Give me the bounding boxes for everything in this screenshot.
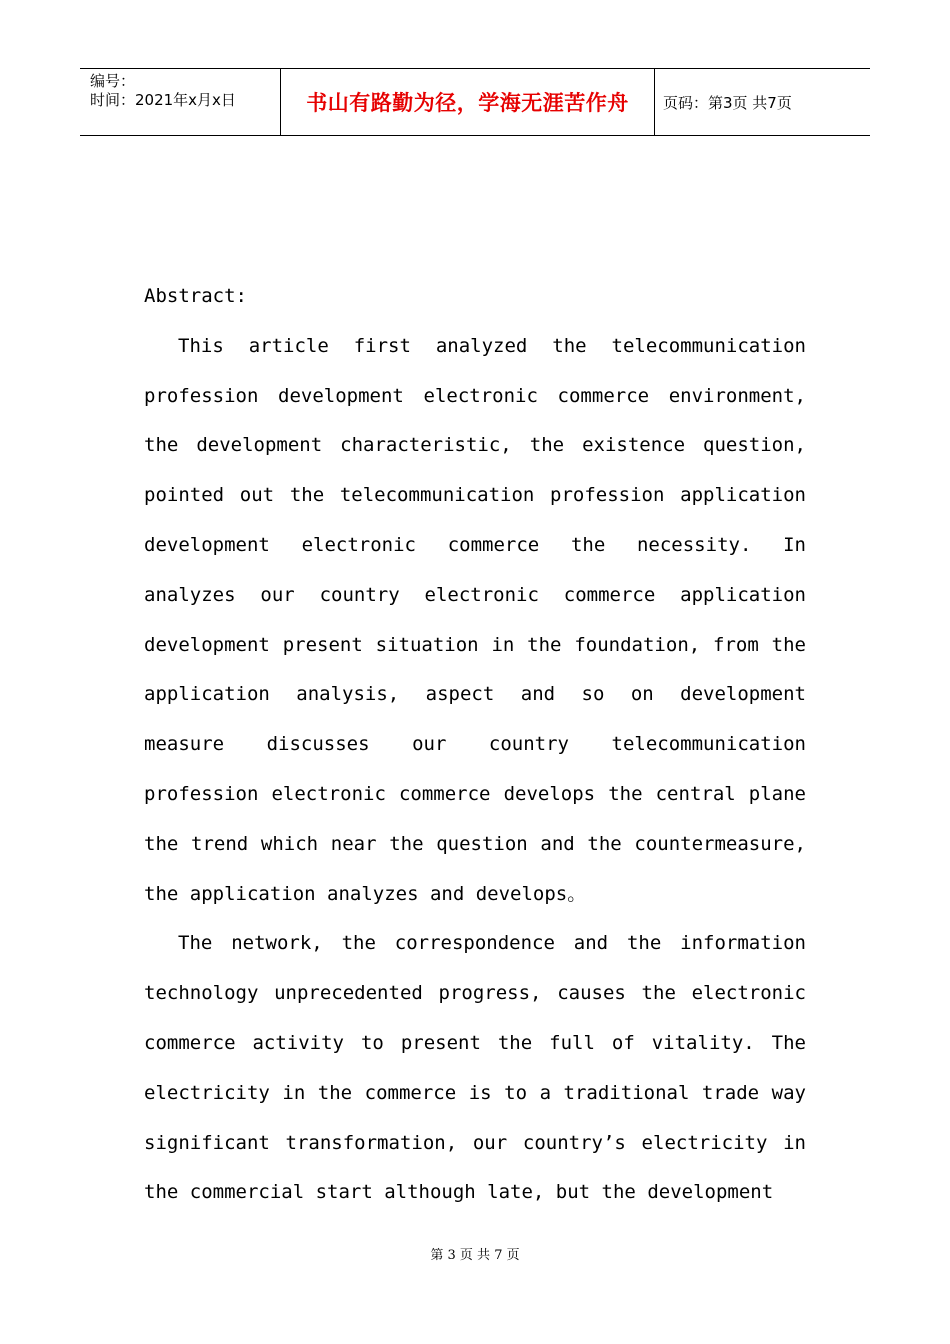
document-body [144,272,806,1218]
abstract-paragraph-2: The network, the correspondence and the information technology unprecedented progress, causes the electronic commerce activity to present the full of vitality. The electricity in the commerce is to a traditional trade way significant transformation, our country’s electricity in the commercial start although late, but the development [144,932,806,1204]
number-label: 编号： [90,72,136,90]
abstract-heading: Abstract: [144,285,247,307]
header-meta-cell [80,69,281,135]
page-header [80,68,870,136]
header-page-info: 页码：第3页 共7页 [663,93,792,112]
header-page-cell [655,69,870,135]
time-label: 时间：2021年x月x日 [90,91,236,109]
motto-text: 书山有路勤为径，学海无涯苦作舟 [306,91,629,115]
page-footer: 第 3 页 共 7 页 [430,1248,520,1263]
header-motto-cell [281,69,655,135]
abstract-paragraph-1: This article first analyzed the telecommunication profession development electronic commerce environment, the development characteristic, the existence question, pointed out the telecommunication profession application development electronic commerce the necessity. In analyzes our country electronic commerce application development present situation in the foundation, from the application analysis, aspect and so on development measure discusses our country telecommunication profession electronic commerce develops the central plane the trend which near the question and the countermeasure, the application analyzes and develops。 [144,334,806,905]
